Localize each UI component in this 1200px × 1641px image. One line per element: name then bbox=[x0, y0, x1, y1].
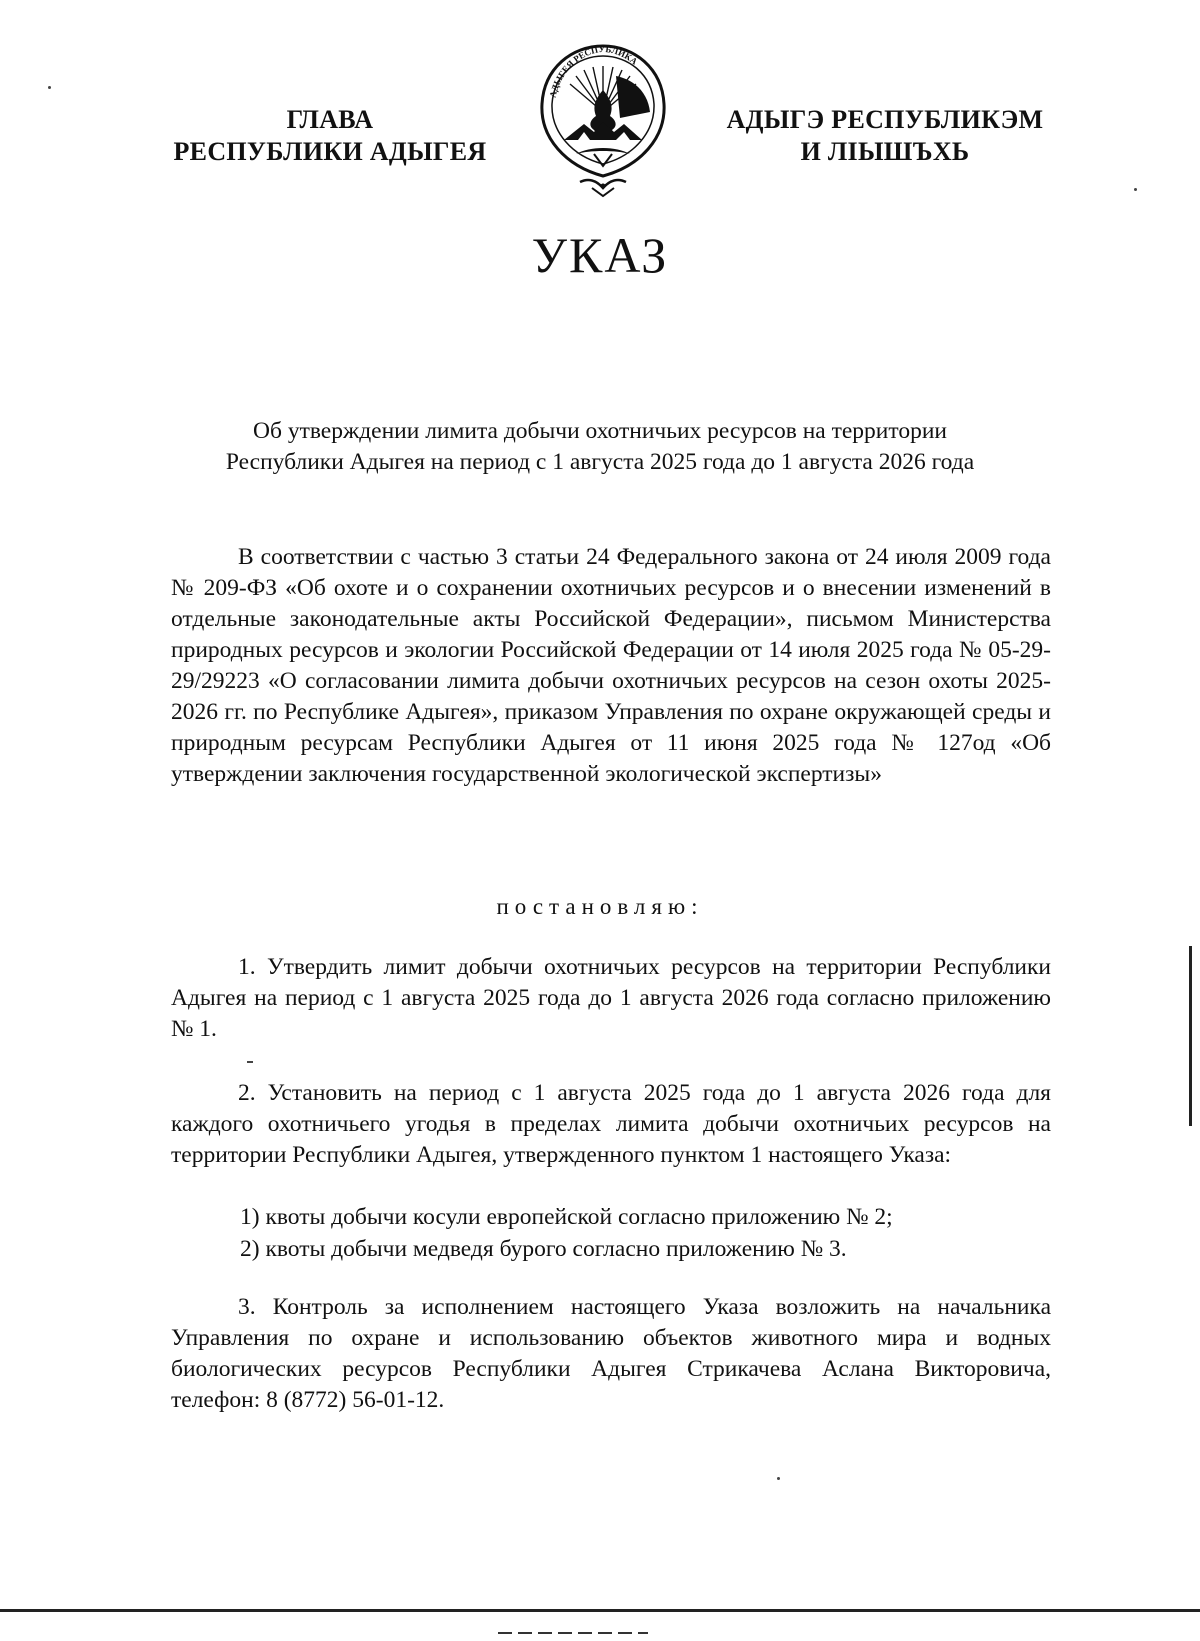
scan-artifact-bottom-line bbox=[0, 1609, 1200, 1612]
document-subject bbox=[150, 416, 1050, 478]
scan-speck bbox=[1134, 188, 1137, 191]
clause-2-subitem-1: 1) квоты добычи косули европейской согласно приложению № 2; bbox=[240, 1204, 893, 1230]
header-left bbox=[150, 104, 510, 168]
subject-line-1: Об утверждении лимита добычи охотничьих ресурсов на территории bbox=[253, 418, 947, 444]
header-left-line-1: ГЛАВА bbox=[286, 105, 374, 134]
clause-2: 2. Установить на период с 1 августа 2025 года до 1 августа 2026 года для каждого охотничьего угодья в пределах лимита добычи охотничьих ресурсов на территории Республики Адыгея, утвержденного пунктом 1 настоящего Указа: bbox=[171, 1080, 1051, 1168]
scan-speck bbox=[247, 1061, 253, 1063]
header-right bbox=[700, 104, 1070, 168]
subject-line-2: Республики Адыгея на период с 1 августа 2025 года до 1 августа 2026 года bbox=[225, 449, 975, 475]
scan-speck bbox=[777, 1477, 780, 1480]
clause-1: 1. Утвердить лимит добычи охотничьих ресурсов на территории Республики Адыгея на период с 1 августа 2025 года до 1 августа 2026 года согласно приложению № 1. bbox=[171, 954, 1051, 1042]
scan-speck bbox=[48, 86, 51, 89]
decree-word: постановляю: bbox=[496, 894, 704, 919]
scan-artifact-bar bbox=[1189, 946, 1192, 1126]
emblem-lettering: АДЫГЕЯ РЕСПУБЛИКА bbox=[547, 43, 640, 99]
header-left-line-2: РЕСПУБЛИКИ АДЫГЕЯ bbox=[173, 137, 487, 166]
header-right-line-2: И ЛІЫШЪХЬ bbox=[800, 137, 970, 166]
clause-3: 3. Контроль за исполнением настоящего Указа возложить на начальника Управления по охране и использованию объектов животного мира и водных биологических ресурсов Республики Адыгея Стрикачева Аслана Викторовича, телефон: 8 (8772) 56-01-12. bbox=[171, 1294, 1051, 1413]
header-right-line-1: АДЫГЭ РЕСПУБЛИКЭМ bbox=[726, 105, 1044, 134]
preamble-paragraph: В соответствии с частью 3 статьи 24 Федерального закона от 24 июля 2009 года № 209-ФЗ «Об охоте и о сохранении охотничьих ресурсов и о внесении изменений в отдельные законодательные акты Российской Федерации», письмом Министерства природных ресурсов и экологии Российской Федерации от 14 июля 2025 года № 05-29-29/29223 «О согласовании лимита добычи охотничьих ресурсов на сезон охоты 2025-2026 гг. по Республике Адыгея», приказом Управления по охране окружающей среды и природным ресурсам Республики Адыгея от 11 июня 2025 года № 127од «Об утверждении заключения государственной экологической экспертизы» bbox=[171, 544, 1051, 787]
coat-of-arms-emblem bbox=[532, 42, 674, 200]
clause-2-subitem-2: 2) квоты добычи медведя бурого согласно приложению № 3. bbox=[240, 1236, 847, 1262]
document-title: УКАЗ bbox=[531, 227, 669, 283]
scan-artifact-dash bbox=[498, 1632, 648, 1634]
